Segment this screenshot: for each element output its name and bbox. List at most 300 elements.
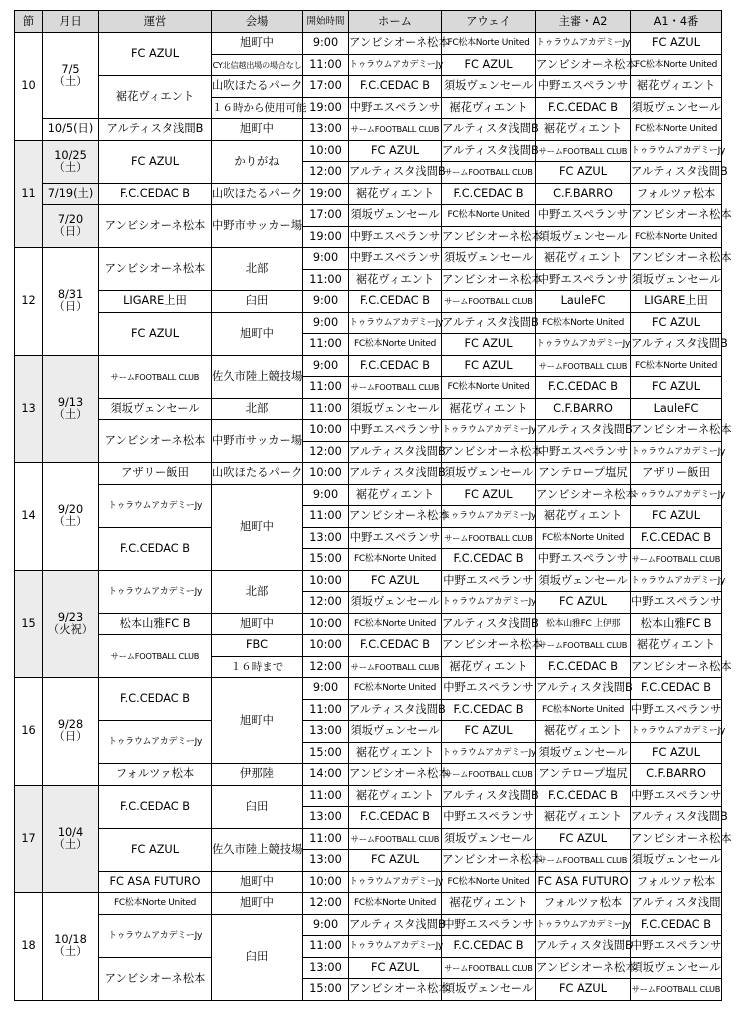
header-section: 節 [15,11,43,33]
away-team: 須坂ヴェンセール [442,828,536,850]
venue: 臼田 [212,785,303,828]
home-team: FC AZUL [349,850,442,872]
venue: 北部 [212,570,303,613]
referee-team: 中野エスペランサ [536,441,631,463]
assistant-team: サームFOOTBALL CLUB [631,549,722,571]
table-row [15,527,722,549]
away-team: サームFOOTBALL CLUB [442,162,536,184]
home-team: アンビシオーネ松本 [349,979,442,1001]
assistant-team: フォルツァ松本 [631,183,722,205]
assistant-team: FC AZUL [631,742,722,764]
away-team: サームFOOTBALL CLUB [442,291,536,313]
assistant-team: アルティスタ浅間B [631,807,722,829]
table-row [15,312,722,334]
table-row [15,205,722,227]
away-team: FC AZUL [442,484,536,506]
start-time: 9:00 [303,312,349,334]
start-time: 9:00 [303,291,349,313]
referee-team: 裾花ヴィエント [536,506,631,528]
table-row [15,33,722,55]
header-home: ホーム [349,11,442,33]
start-time: 15:00 [303,979,349,1001]
home-team: FC松本Norte United [349,893,442,915]
referee-team: 裾花ヴィエント [536,248,631,270]
start-time: 9:00 [303,248,349,270]
away-team: 須坂ヴェンセール [442,463,536,485]
venue: FBC [212,635,303,657]
start-time: 9:00 [303,914,349,936]
away-team: 須坂ヴェンセール [442,76,536,98]
home-team: アルティスタ浅間B [349,162,442,184]
operator: FC AZUL [99,828,212,871]
table-row [15,721,722,743]
start-time: 19:00 [303,226,349,248]
start-time: 12:00 [303,441,349,463]
start-time: 11:00 [303,54,349,76]
away-team: 中野エスペランサ [442,914,536,936]
start-time: 13:00 [303,807,349,829]
operator: FC AZUL [99,140,212,183]
referee-team: 中野エスペランサ [536,205,631,227]
referee-team: サームFOOTBALL CLUB [536,140,631,162]
operator: アンビシオーネ松本 [99,248,212,291]
referee-team: FC ASA FUTURO [536,871,631,893]
assistant-team: 須坂ヴェンセール [631,269,722,291]
table-row [15,613,722,635]
home-team: 須坂ヴェンセール [349,205,442,227]
assistant-team: アンビシオーネ松本 [631,205,722,227]
start-time: 10:00 [303,463,349,485]
home-team: アンビシオーネ松本 [349,506,442,528]
away-team: F.C.CEDAC B [442,183,536,205]
away-team: 裾花ヴィエント [442,656,536,678]
assistant-team: 裾花ヴィエント [631,76,722,98]
referee-team: F.C.CEDAC B [536,97,631,119]
assistant-team: アンビシオーネ松本 [631,420,722,442]
away-team: 須坂ヴェンセール [442,248,536,270]
operator: トゥラウムアカデミーJy [99,570,212,613]
home-team: トゥラウムアカデミーJy [349,312,442,334]
away-team: FC松本Norte United [442,33,536,55]
operator: FC AZUL [99,312,212,355]
assistant-team: アザリー飯田 [631,463,722,485]
assistant-team: トゥラウムアカデミーJy [631,570,722,592]
assistant-team: アルティスタ浅間 [631,893,722,915]
venue: 旭町中 [212,893,303,915]
referee-team: トゥラウムアカデミーJy [536,914,631,936]
operator: F.C.CEDAC B [99,183,212,205]
start-time: 9:00 [303,484,349,506]
assistant-team: F.C.CEDAC B [631,527,722,549]
away-team: アンビシオーネ松本 [442,635,536,657]
referee-team: サームFOOTBALL CLUB [536,355,631,377]
match-date: 7/19(土) [43,183,99,205]
table-row [15,183,722,205]
table-row [15,893,722,915]
referee-team: C.F.BARRO [536,183,631,205]
home-team: トゥラウムアカデミーJy [349,936,442,958]
away-team: アルティスタ浅間B [442,613,536,635]
start-time: 11:00 [303,506,349,528]
away-team: F.C.CEDAC B [442,699,536,721]
venue: CY北信越出場の場合なし [212,54,303,76]
table-row [15,828,722,850]
table-row [15,248,722,270]
referee-team: FC AZUL [536,592,631,614]
home-team: F.C.CEDAC B [349,76,442,98]
table-row [15,635,722,657]
away-team: アンビシオーネ松本 [442,226,536,248]
home-team: 中野エスペランサ [349,248,442,270]
start-time: 19:00 [303,97,349,119]
home-team: アンビシオーネ松本 [349,33,442,55]
start-time: 17:00 [303,76,349,98]
home-team: FC松本Norte United [349,334,442,356]
match-date: 9/20 （土） [43,463,99,571]
assistant-team: 中野エスペランサ [631,785,722,807]
schedule-table [14,10,732,1001]
table-row [15,570,722,592]
venue: 北部 [212,248,303,291]
operator: FC松本Norte United [99,893,212,915]
home-team: 須坂ヴェンセール [349,398,442,420]
assistant-team: トゥラウムアカデミーJy [631,140,722,162]
referee-team: アンテロープ塩尻 [536,764,631,786]
section-number: 16 [15,678,43,786]
away-team: トゥラウムアカデミーJy [442,592,536,614]
away-team: 裾花ヴィエント [442,398,536,420]
venue: 旭町中 [212,119,303,141]
referee-team: 裾花ヴィエント [536,721,631,743]
away-team: 中野エスペランサ [442,807,536,829]
referee-team: アルティスタ浅間B [536,678,631,700]
venue: かりがね [212,140,303,183]
away-team: 裾花ヴィエント [442,97,536,119]
operator: アルティスタ浅間B [99,119,212,141]
away-team: FC AZUL [442,54,536,76]
venue: 旭町中 [212,484,303,570]
referee-team: アンビシオーネ松本 [536,957,631,979]
assistant-team: アルティスタ浅間B [631,334,722,356]
home-team: 中野エスペランサ [349,420,442,442]
away-team: FC AZUL [442,334,536,356]
venue: 中野市サッカー場 [212,205,303,248]
away-team: FC松本Norte United [442,377,536,399]
assistant-team: 須坂ヴェンセール [631,97,722,119]
referee-team: 裾花ヴィエント [536,119,631,141]
venue: 中野市サッカー場 [212,420,303,463]
operator: F.C.CEDAC B [99,527,212,570]
start-time: 13:00 [303,119,349,141]
referee-team: F.C.CEDAC B [536,377,631,399]
away-team: サームFOOTBALL CLUB [442,527,536,549]
home-team: 裾花ヴィエント [349,484,442,506]
table-row [15,764,722,786]
home-team: F.C.CEDAC B [349,291,442,313]
away-team: サームFOOTBALL CLUB [442,957,536,979]
assistant-team: LIGARE上田 [631,291,722,313]
assistant-team: トゥラウムアカデミーJy [631,441,722,463]
home-team: 須坂ヴェンセール [349,592,442,614]
section-number: 11 [15,140,43,248]
match-date: 10/25 （土） [43,140,99,183]
referee-team: FC AZUL [536,162,631,184]
start-time: 13:00 [303,957,349,979]
operator: 裾花ヴィエント [99,76,212,119]
operator: サームFOOTBALL CLUB [99,635,212,678]
start-time: 15:00 [303,742,349,764]
referee-team: 須坂ヴェンセール [536,226,631,248]
header-away: アウェイ [442,11,536,33]
referee-team: アルティスタ浅間B [536,420,631,442]
venue: 臼田 [212,291,303,313]
section-number: 13 [15,355,43,463]
venue: 山吹ほたるパーク [212,463,303,485]
start-time: 12:00 [303,592,349,614]
referee-team: アンテロープ塩尻 [536,463,631,485]
venue: 旭町中 [212,613,303,635]
table-row [15,484,722,506]
start-time: 12:00 [303,656,349,678]
away-team: トゥラウムアカデミーJy [442,506,536,528]
match-date: 9/13 （土） [43,355,99,463]
assistant-team: LauleFC [631,398,722,420]
start-time: 10:00 [303,613,349,635]
operator: アザリー飯田 [99,463,212,485]
table-row [15,291,722,313]
match-date: 10/18 （土） [43,893,99,1001]
home-team: FC松本Norte United [349,549,442,571]
start-time: 11:00 [303,377,349,399]
home-team: トゥラウムアカデミーJy [349,871,442,893]
start-time: 13:00 [303,527,349,549]
home-team: FC AZUL [349,957,442,979]
venue: １６時から使用可能 [212,97,303,119]
home-team: アルティスタ浅間B [349,699,442,721]
away-team: FC松本Norte United [442,205,536,227]
away-team: アルティスタ浅間B [442,312,536,334]
table-row [15,914,722,936]
away-team: アンビシオーネ松本 [442,441,536,463]
start-time: 11:00 [303,699,349,721]
table-row [15,355,722,377]
referee-team: FC松本Norte United [536,699,631,721]
start-time: 10:00 [303,871,349,893]
header-assistant: A1・4番 [631,11,722,33]
home-team: アルティスタ浅間B [349,914,442,936]
start-time: 17:00 [303,205,349,227]
referee-team: 中野エスペランサ [536,549,631,571]
venue: 旭町中 [212,871,303,893]
home-team: FC松本Norte United [349,613,442,635]
start-time: 12:00 [303,162,349,184]
home-team: アルティスタ浅間B [349,463,442,485]
operator: LIGARE上田 [99,291,212,313]
assistant-team: 中野エスペランサ [631,699,722,721]
start-time: 10:00 [303,635,349,657]
start-time: 9:00 [303,678,349,700]
away-team: 須坂ヴェンセール [442,979,536,1001]
section-number: 17 [15,785,43,893]
operator: トゥラウムアカデミーJy [99,721,212,764]
venue: 佐久市陸上競技場 [212,355,303,398]
section-number: 18 [15,893,43,1001]
match-date: 9/23 （火祝） [43,570,99,678]
referee-team: アルティスタ浅間B [536,936,631,958]
referee-team: フォルツァ松本 [536,893,631,915]
start-time: 10:00 [303,140,349,162]
start-time: 13:00 [303,721,349,743]
home-team: F.C.CEDAC B [349,807,442,829]
referee-team: アンビシオーネ松本 [536,484,631,506]
referee-team: サームFOOTBALL CLUB [536,850,631,872]
header-row [15,11,722,33]
referee-team: FC AZUL [536,828,631,850]
operator: F.C.CEDAC B [99,678,212,721]
header-date: 月日 [43,11,99,33]
operator: アンビシオーネ松本 [99,957,212,1000]
start-time: 11:00 [303,936,349,958]
assistant-team: FC松本Norte United [631,54,722,76]
referee-team: 須坂ヴェンセール [536,570,631,592]
assistant-team: FC松本Norte United [631,226,722,248]
home-team: サームFOOTBALL CLUB [349,119,442,141]
venue: 旭町中 [212,312,303,355]
start-time: 11:00 [303,398,349,420]
start-time: 11:00 [303,269,349,291]
match-date: 10/5(日) [43,119,99,141]
assistant-team: F.C.CEDAC B [631,678,722,700]
start-time: 10:00 [303,420,349,442]
assistant-team: C.F.BARRO [631,764,722,786]
referee-team: C.F.BARRO [536,398,631,420]
referee-team: LauleFC [536,291,631,313]
home-team: 裾花ヴィエント [349,785,442,807]
home-team: サームFOOTBALL CLUB [349,828,442,850]
home-team: FC AZUL [349,570,442,592]
referee-team: トゥラウムアカデミーJy [536,334,631,356]
referee-team: F.C.CEDAC B [536,785,631,807]
section-number: 10 [15,33,43,141]
home-team: F.C.CEDAC B [349,635,442,657]
away-team: 裾花ヴィエント [442,893,536,915]
home-team: FC松本Norte United [349,678,442,700]
table-row [15,140,722,162]
start-time: 12:00 [303,893,349,915]
referee-team: 中野エスペランサ [536,76,631,98]
venue: 臼田 [212,914,303,1000]
operator: アンビシオーネ松本 [99,420,212,463]
away-team: FC AZUL [442,721,536,743]
start-time: 11:00 [303,828,349,850]
section-number: 14 [15,463,43,571]
venue: 伊那陸 [212,764,303,786]
away-team: トゥラウムアカデミーJy [442,742,536,764]
start-time: 11:00 [303,785,349,807]
operator: トゥラウムアカデミーJy [99,914,212,957]
section-number: 12 [15,248,43,356]
operator: トゥラウムアカデミーJy [99,484,212,527]
match-date: 7/20 （日） [43,205,99,248]
header-referee: 主審・A2 [536,11,631,33]
table-row [15,785,722,807]
venue: 旭町中 [212,33,303,55]
home-team: 須坂ヴェンセール [349,721,442,743]
home-team: F.C.CEDAC B [349,355,442,377]
home-team: 裾花ヴィエント [349,183,442,205]
assistant-team: 須坂ヴェンセール [631,850,722,872]
home-team: トゥラウムアカデミーJy [349,54,442,76]
match-date: 8/31 （日） [43,248,99,356]
operator: 松本山雅FC B [99,613,212,635]
away-team: アンビシオーネ松本 [442,269,536,291]
table-row [15,463,722,485]
header-operator: 運営 [99,11,212,33]
away-team: アンビシオーネ松本 [442,850,536,872]
operator: アンビシオーネ松本 [99,205,212,248]
table-row [15,871,722,893]
start-time: 9:00 [303,33,349,55]
referee-team: FC松本Norte United [536,527,631,549]
assistant-team: アンビシオーネ松本 [631,828,722,850]
start-time: 9:00 [303,355,349,377]
away-team: アルティスタ浅間B [442,785,536,807]
assistant-team: アンビシオーネ松本 [631,248,722,270]
operator: フォルツァ松本 [99,764,212,786]
table-row [15,76,722,98]
away-team: サームFOOTBALL CLUB [442,764,536,786]
home-team: 裾花ヴィエント [349,742,442,764]
assistant-team: 松本山雅FC B [631,613,722,635]
home-team: FC AZUL [349,140,442,162]
schedule-body [15,33,732,1001]
venue: 佐久市陸上競技場 [212,828,303,871]
assistant-team: FC AZUL [631,312,722,334]
assistant-team: サームFOOTBALL CLUB [631,979,722,1001]
venue: 旭町中 [212,678,303,764]
assistant-team: フォルツァ松本 [631,871,722,893]
header-venue: 会場 [212,11,303,33]
home-team: 中野エスペランサ [349,97,442,119]
start-time: 15:00 [303,549,349,571]
venue: 山吹ほたるパーク [212,183,303,205]
assistant-team: 中野エスペランサ [631,592,722,614]
section-number: 15 [15,570,43,678]
home-team: 中野エスペランサ [349,226,442,248]
match-date: 7/5 （土） [43,33,99,119]
away-team: F.C.CEDAC B [442,549,536,571]
operator: 須坂ヴェンセール [99,398,212,420]
assistant-team: 中野エスペランサ [631,936,722,958]
referee-team: FC松本Norte United [536,312,631,334]
operator: サームFOOTBALL CLUB [99,355,212,398]
referee-team: サームFOOTBALL CLUB [536,635,631,657]
home-team: 中野エスペランサ [349,527,442,549]
table-row [15,957,722,979]
table-row [15,678,722,700]
assistant-team: アルティスタ浅間B [631,162,722,184]
home-team: アルティスタ浅間B [349,441,442,463]
header-start-time: 開始時間 [303,11,349,33]
referee-team: 松本山雅FC 上伊那 [536,613,631,635]
home-team: サームFOOTBALL CLUB [349,656,442,678]
venue: １６時まで [212,656,303,678]
referee-team: アンビシオーネ松本 [536,54,631,76]
start-time: 11:00 [303,334,349,356]
assistant-team: F.C.CEDAC B [631,914,722,936]
start-time: 10:00 [303,570,349,592]
away-team: 中野エスペランサ [442,570,536,592]
